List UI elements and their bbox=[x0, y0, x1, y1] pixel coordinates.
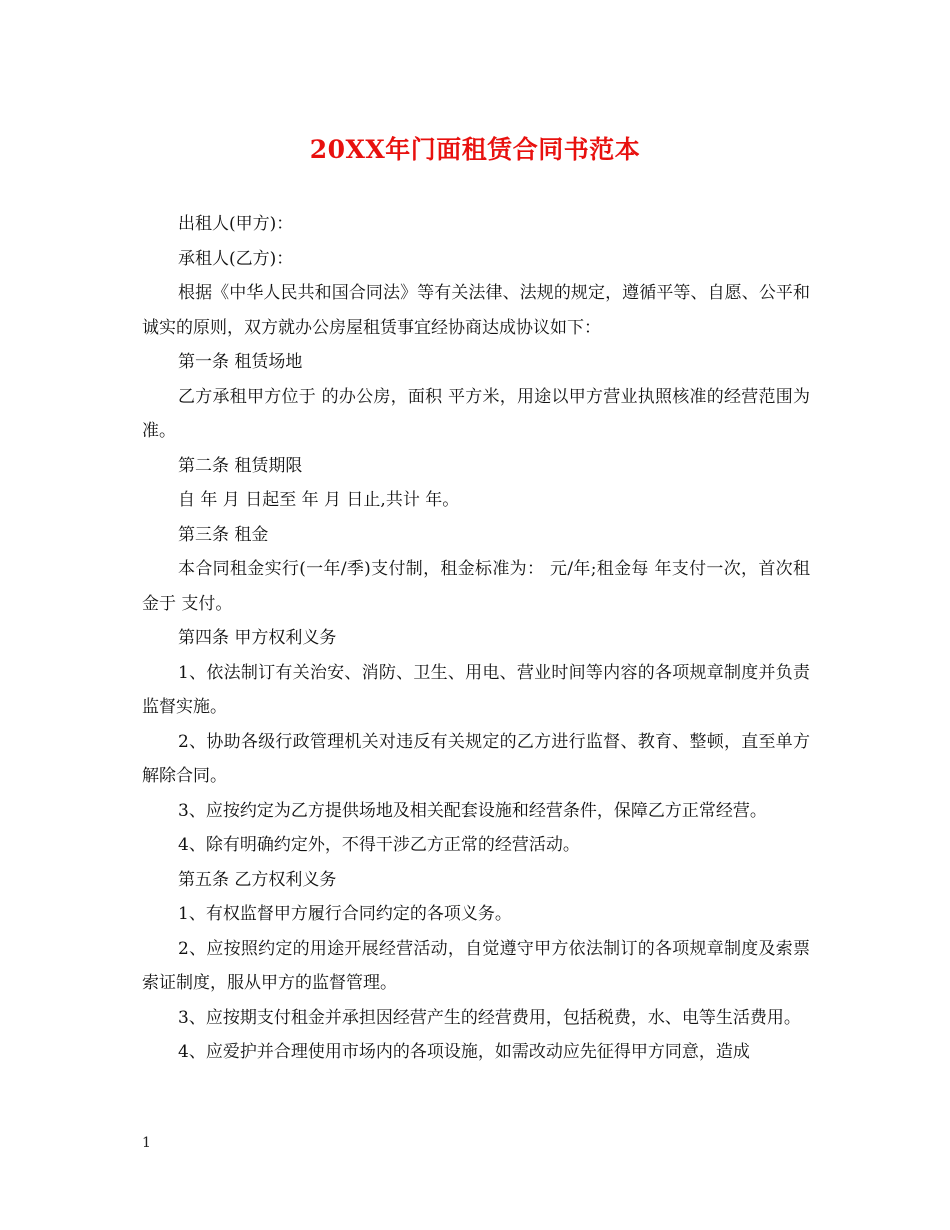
lessor-line: 出租人(甲方)： bbox=[178, 214, 294, 234]
article-4-heading: 第四条 甲方权利义务 bbox=[178, 628, 337, 648]
preamble-paragraph: 根据《中华人民共和国合同法》等有关法律、法规的规定，遵循平等、自愿、公平和诚实的原则，双方就办公房屋租赁事宜经协商达成协议如下： bbox=[142, 283, 810, 338]
article-5-item-3: 3、应按期支付租金并承担因经营产生的经营费用，包括税费，水、电等生活费用。 bbox=[178, 1007, 801, 1028]
article-4-item-4: 4、除有明确约定外，不得干涉乙方正常的经营活动。 bbox=[178, 835, 580, 855]
article-4-item-2: 2、协助各级行政管理机关对违反有关规定的乙方进行监督、教育、整顿，直至单方解除合同。 bbox=[142, 731, 810, 786]
article-2-text: 自 年 月 日起至 年 月 日止,共计 年。 bbox=[178, 490, 460, 510]
article-4-item-1: 1、依法制订有关治安、消防、卫生、用电、营业时间等内容的各项规章制度并负责监督实施。 bbox=[142, 662, 810, 717]
article-3-heading: 第三条 租金 bbox=[178, 524, 269, 545]
article-5-item-2: 2、应按照约定的用途开展经营活动，自觉遵守甲方依法制订的各项规章制度及索票索证制度，服从甲方的监督管理。 bbox=[142, 938, 810, 993]
article-1-heading: 第一条 租赁场地 bbox=[178, 352, 303, 372]
page-number: 1 bbox=[142, 1135, 151, 1151]
document-title: 20XX年门面租赁合同书范本 bbox=[309, 135, 641, 164]
article-5-item-1: 1、有权监督甲方履行合同约定的各项义务。 bbox=[178, 904, 512, 924]
article-3-text: 本合同租金实行(一年/季)支付制，租金标准为： 元/年;租金每 年支付一次，首次租金于 支付。 bbox=[142, 559, 810, 614]
document-body bbox=[142, 207, 810, 1070]
lessee-line: 承租人(乙方)： bbox=[178, 248, 294, 269]
article-4-item-3: 3、应按约定为乙方提供场地及相关配套设施和经营条件，保障乙方正常经营。 bbox=[178, 800, 767, 821]
article-2-heading: 第二条 租赁期限 bbox=[178, 455, 303, 476]
article-5-item-4: 4、应爱护并合理使用市场内的各项设施，如需改动应先征得甲方同意，造成 bbox=[178, 1042, 750, 1062]
article-1-text: 乙方承租甲方位于 的办公房，面积 平方米，用途以甲方营业执照核准的经营范围为准。 bbox=[142, 386, 810, 441]
article-5-heading: 第五条 乙方权利义务 bbox=[178, 869, 337, 890]
